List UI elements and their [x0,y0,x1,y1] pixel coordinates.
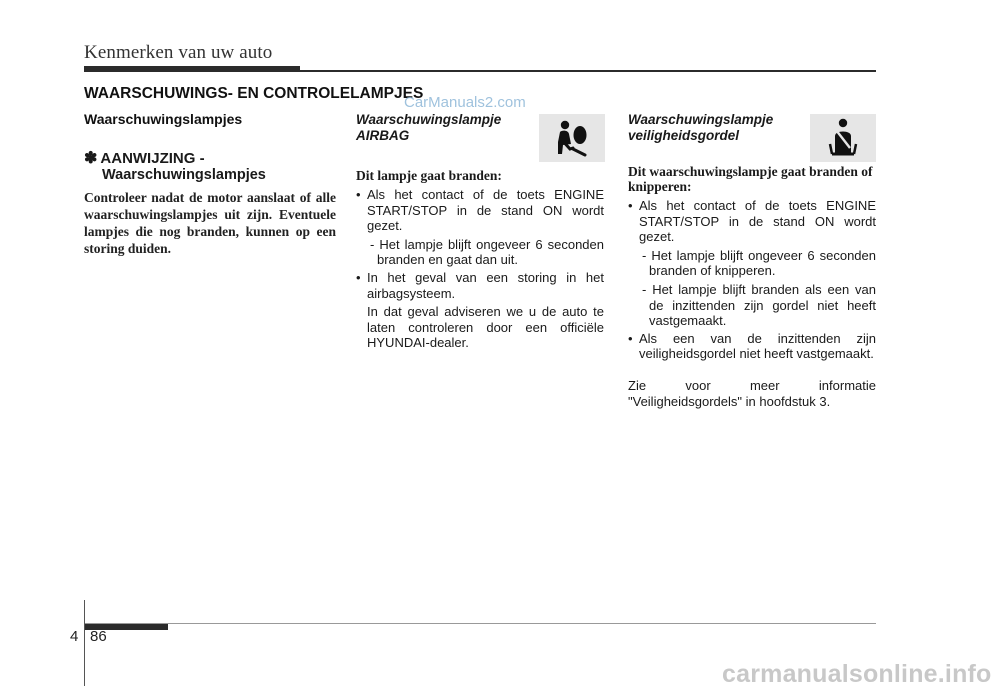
note-title-text: AANWIJZING - [100,149,205,167]
running-header-title: Kenmerken van uw auto [84,42,273,63]
list-item [356,187,604,268]
airbag-bullet1-sub: - Het lampje blijft ongeveer 6 seconden branden en gaat dan uit. [370,236,604,268]
watermark-top: CarManuals2.com [404,94,526,111]
page-number: 86 [90,628,107,645]
watermark-bottom: carmanualsonline.info [722,660,992,688]
airbag-heading-line2: AIRBAG [356,128,410,143]
note-title [84,150,336,167]
seatbelt-heading-line2: veiligheidsgordel [628,128,740,143]
airbag-bullet1: • Als het contact of de toets ENGINE START/STOP in de stand ON wordt gezet. [367,187,604,234]
airbag-heading [356,112,526,144]
note-subtitle: Waarschuwingslampjes [102,166,266,183]
see-more-line1: Zie voor meer informatie [628,377,876,393]
seatbelt-heading [628,112,798,144]
see-more-reference [628,378,876,409]
footer-divider [84,600,85,686]
list-item [356,270,604,351]
section-title: WAARSCHUWINGS- EN CONTROLELAMPJES [84,85,424,102]
airbag-bullet2: • In het geval van een storing in het airbagsysteem. [367,269,604,301]
list-item [628,198,876,329]
list-item [628,331,876,362]
airbag-warning-icon [539,114,605,162]
seatbelt-heading-line1: Waarschuwingslampje [628,112,774,127]
column-warning-lights [84,112,336,257]
seatbelt-bullet1-sub2: - Het lampje blijft branden als een van de inzittenden zijn gordel niet heeft vastgemaakt. [642,281,876,329]
seatbelt-lead: Dit waarschuwingslampje gaat branden of knipperen: [628,164,873,194]
airbag-bullet-list [356,187,604,351]
header-rule-thick [84,66,300,72]
airbag-heading-line1: Waarschuwingslampje [356,112,502,127]
header-rule-thin [300,70,876,72]
seatbelt-bullet1: • Als het contact of de toets ENGINE START/STOP in de stand ON wordt gezet. [639,198,876,245]
seatbelt-bullet1-sub1: - Het lampje blijft ongeveer 6 seconden branden of knipperen. [642,247,876,279]
airbag-lead: Dit lampje gaat branden: [356,168,502,183]
note-body: Controleer nadat de motor aanslaat of alle waarschuwingslampjes uit zijn. Eventuele lampjes die nog branden, kunnen op een storing duiden. [84,189,336,256]
see-more-line2: "Veiligheidsgordels" in hoofdstuk 3. [628,393,831,409]
note-star-icon: ✽ [84,149,98,167]
footer-rule-thin [84,623,876,624]
seatbelt-bullet-list [628,198,876,362]
seatbelt-warning-icon [810,114,876,162]
chapter-number: 4 [70,628,79,645]
column1-heading: Waarschuwingslampjes [84,111,243,127]
airbag-bullet2-cont: In dat geval adviseren we u de auto te laten controleren door een officiële HYUNDAI-dealer. [367,304,604,351]
seatbelt-bullet2: • Als een van de inzittenden zijn veiligheidsgordel niet heeft vastgemaakt. [639,330,876,362]
